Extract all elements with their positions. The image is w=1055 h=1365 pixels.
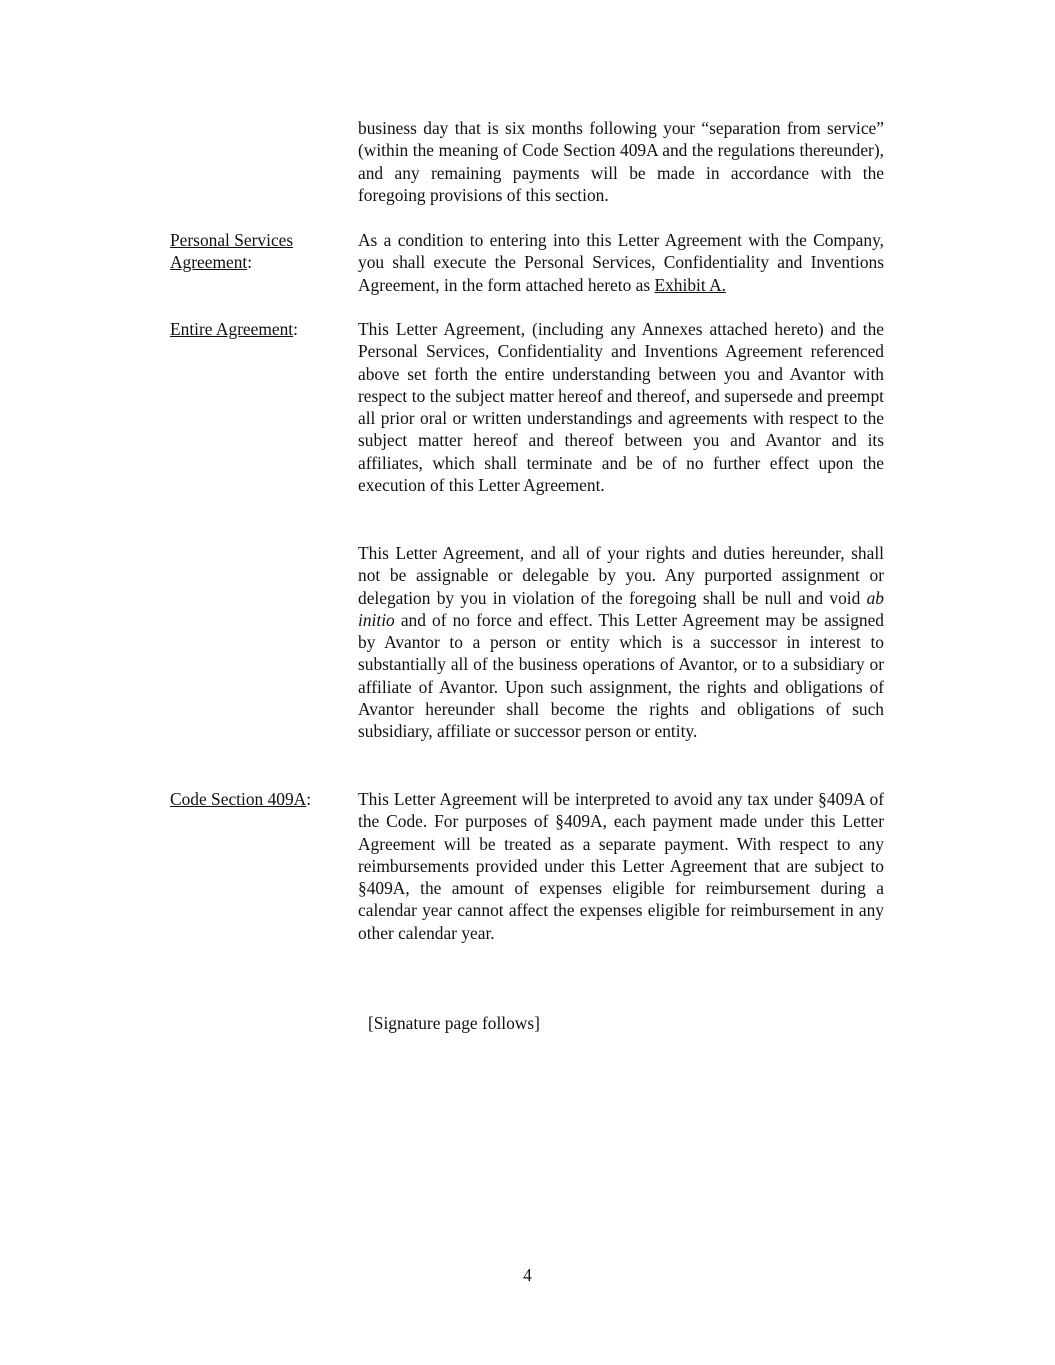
assignment-text-before: This Letter Agreement, and all of your rights and duties hereunder, shall not be assignable or delegable by you. Any purported assignment or delegation by you in violation of the foregoing shall be null and void [358, 543, 884, 608]
page-number: 4 [523, 1265, 532, 1285]
entire-agreement-label [170, 318, 350, 340]
entire-agreement-paragraph-1: This Letter Agreement, (including any Annexes attached hereto) and the Personal Services, Confidentiality and Inventions Agreement referenced above set forth the entire understanding between you and Avantor with respect to the subject matter hereof and thereof, and supersede and preempt all prior oral or written understandings and agreements with respect to the subject matter hereof and thereof between you and Avantor and its affiliates, which shall terminate and be of no further effect upon the execution of this Letter Agreement. [358, 319, 884, 496]
code-section-label-text: Code Section 409A [170, 789, 307, 809]
personal-services-text: As a condition to entering into this Letter Agreement with the Company, you shall execute the Personal Services, Confidentiality and Inventions Agreement, in the form attached hereto as [358, 230, 884, 295]
personal-services-label-line2: Agreement [170, 252, 248, 273]
code-section-label-colon: : [306, 789, 312, 809]
continuation-paragraph: business day that is six months following your “separation from service” (within the meaning of Code Section 409A and the regulations thereunder), and any remaining payments will be made in accordance with the foregoing provisions of this section. [358, 118, 884, 205]
entire-agreement-label-text: Entire Agreement [170, 319, 294, 339]
assignment-text-after: and of no force and effect. This Letter Agreement may be assigned by Avantor to a person or entity which is a successor in interest to substantially all of the business operations of Avantor, or to a subsidiary or affiliate of Avantor. Upon such assignment, the rights and obligations of Avantor hereunder shall become the rights and obligations of such subsidiary, affiliate or successor person or entity. [358, 609, 884, 742]
personal-services-label-line1: Personal Services [170, 230, 294, 250]
personal-services-paragraph [358, 229, 884, 296]
ab-initio-term: ab initio [358, 587, 884, 630]
entire-agreement-label-colon: : [293, 319, 298, 339]
entire-agreement-paragraph-2 [358, 542, 884, 743]
code-section-label [170, 788, 350, 810]
exhibit-a-reference: Exhibit A. [654, 274, 726, 295]
code-section-paragraph: This Letter Agreement will be interpreted to avoid any tax under §409A of the Code. For purposes of §409A, each payment made under this Letter Agreement will be treated as a separate payment. With respect to any reimbursements provided under this Letter Agreement that are subject to §409A, the amount of expenses eligible for reimbursement during a calendar year cannot affect the expenses eligible for reimbursement in any other calendar year. [358, 789, 884, 943]
signature-page-note: [Signature page follows] [368, 1013, 540, 1033]
personal-services-label [170, 229, 350, 274]
personal-services-label-colon: : [247, 252, 253, 273]
